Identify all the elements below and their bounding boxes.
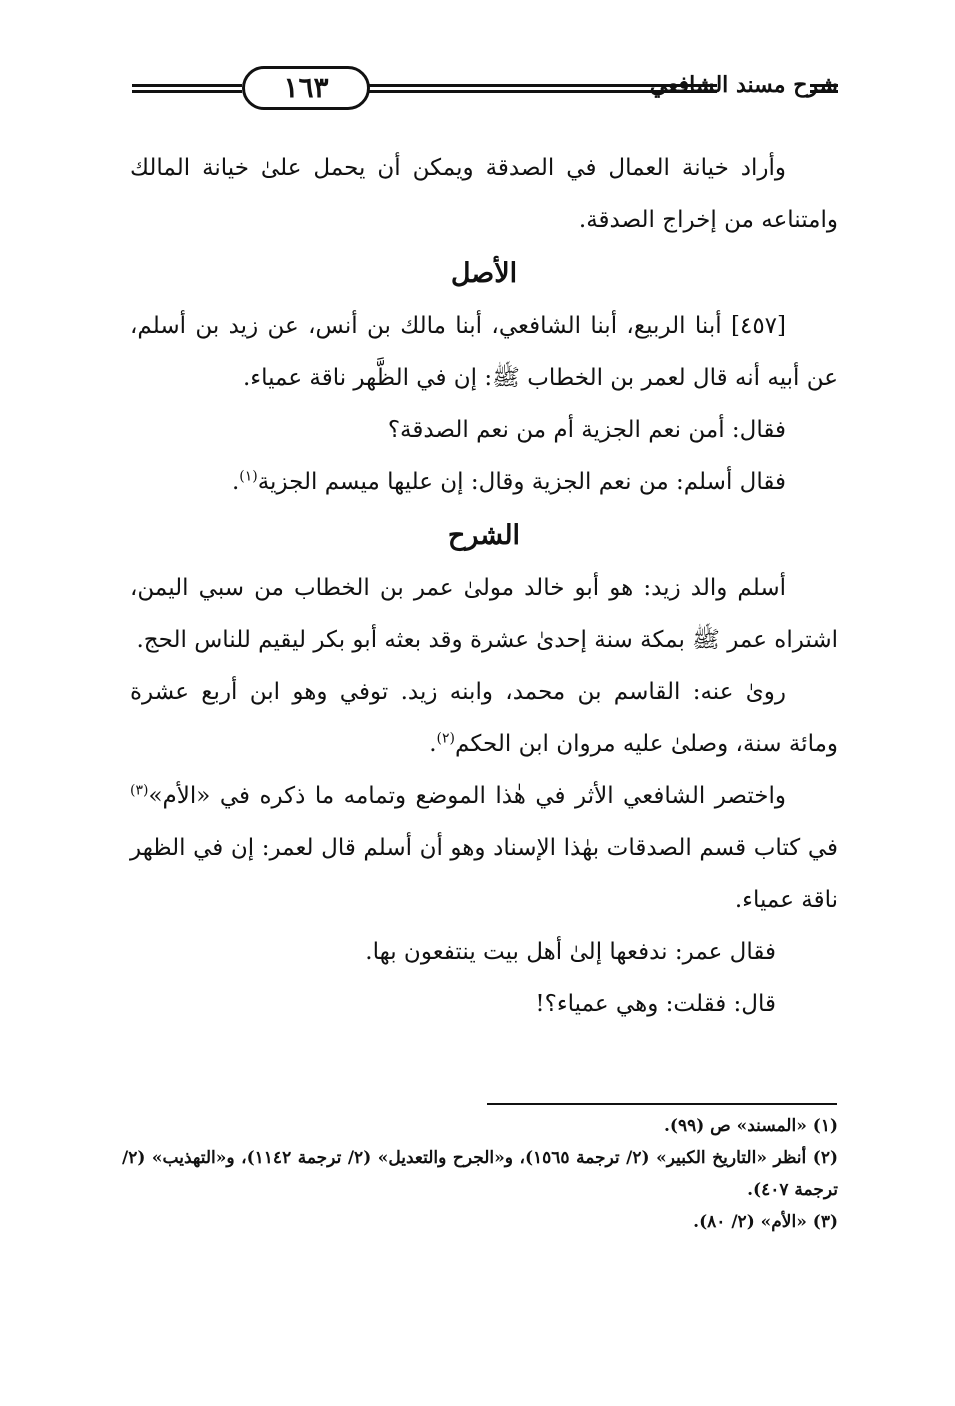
hadith-text: أبنا الربيع، أبنا الشافعي، أبنا مالك بن أنس، عن زيد بن أسلم، عن أبيه أنه قال لعمر بن الخطاب ﷺ: إن في الظَّهر ناقة عمياء.	[130, 313, 838, 391]
sharh-paragraph-1: أسلم والد زيد: هو أبو خالد مولىٰ عمر بن الخطاب من سبي اليمن، اشتراه عمر ﷺ بمكة سنة إحدىٰ عشرة وقد بعثه أبو بكر ليقيم للناس الحج.	[130, 575, 838, 653]
sharh-paragraph-4: فقال عمر: ندفعها إلىٰ أهل بيت ينتفعون بها.	[365, 939, 776, 965]
hadith-question: فقال: أمن نعم الجزية أم من نعم الصدقة؟	[387, 417, 786, 443]
intro-paragraph: وأراد خيانة العمال في الصدقة ويمكن أن يحمل علىٰ خيانة المالك وامتناعه من إخراج الصدقة.	[130, 155, 838, 233]
heading-asl: الأصل	[450, 258, 518, 289]
page-number: ١٦٣	[283, 71, 329, 104]
sharh-paragraph-3-b: في كتاب قسم الصدقات بهٰذا الإسناد وهو أن أسلم قال لعمر: إن في الظهر ناقة عمياء.	[130, 835, 838, 913]
hadith-number: [٤٥٧]	[730, 313, 787, 339]
main-text	[130, 142, 838, 1030]
hadith-paragraph	[130, 300, 838, 404]
hadith-answer-text: فقال أسلم: من نعم الجزية وقال: إن عليها ميسم الجزية	[257, 469, 786, 495]
sharh-paragraph-2-text: رویٰ عنه: القاسم بن محمد، وابنه زيد. توفي وهو ابن أربع عشرة ومائة سنة، وصلىٰ عليه مروان ابن الحكم	[130, 679, 838, 757]
footnote-ref-1: (١)	[239, 468, 258, 485]
sharh-paragraph-3	[130, 770, 838, 926]
page-number-badge	[242, 66, 370, 110]
footnote-2: (٢) أنظر «التاريخ الكبير» (٢/ ترجمة ١٥٦٥)، و«الجرح والتعديل» (٢/ ترجمة ١١٤٢)، و«التهذيب» (٢/ ترجمة ٤٠٧).	[122, 1148, 839, 1200]
sharh-paragraph-3-a: واختصر الشافعي الأثر في هٰذا الموضع وتمامه ما ذكره في «الأم»	[148, 783, 786, 809]
hadith-answer: فقال أسلم: من نعم الجزية وقال: إن عليها ميسم الجزية$^{(١)}$.	[231, 468, 786, 495]
footnotes	[122, 1110, 838, 1238]
header-rule-left	[132, 84, 242, 93]
footnote-ref-2: (٢)	[436, 730, 456, 747]
heading-sharh: الشرح	[447, 520, 521, 551]
footnote-1: (١) «المسند» ص (٩٩).	[663, 1116, 838, 1136]
running-title: شرح مسند الشافعي	[649, 72, 838, 98]
sharh-paragraph-2: رویٰ عنه: القاسم بن محمد، وابنه زيد. توفي وهو ابن أربع عشرة ومائة سنة، وصلىٰ عليه مروان ابن الحكم$^{(٢)}$.	[130, 679, 838, 757]
footnote-separator	[487, 1103, 837, 1105]
footnote-3: (٣) «الأم» (٢/ ٨٠).	[693, 1212, 838, 1232]
sharh-paragraph-5: قال: فقلت: وهي عمياء؟!	[535, 991, 776, 1017]
page-header	[132, 66, 838, 110]
footnote-ref-3: (٣)	[130, 782, 149, 799]
